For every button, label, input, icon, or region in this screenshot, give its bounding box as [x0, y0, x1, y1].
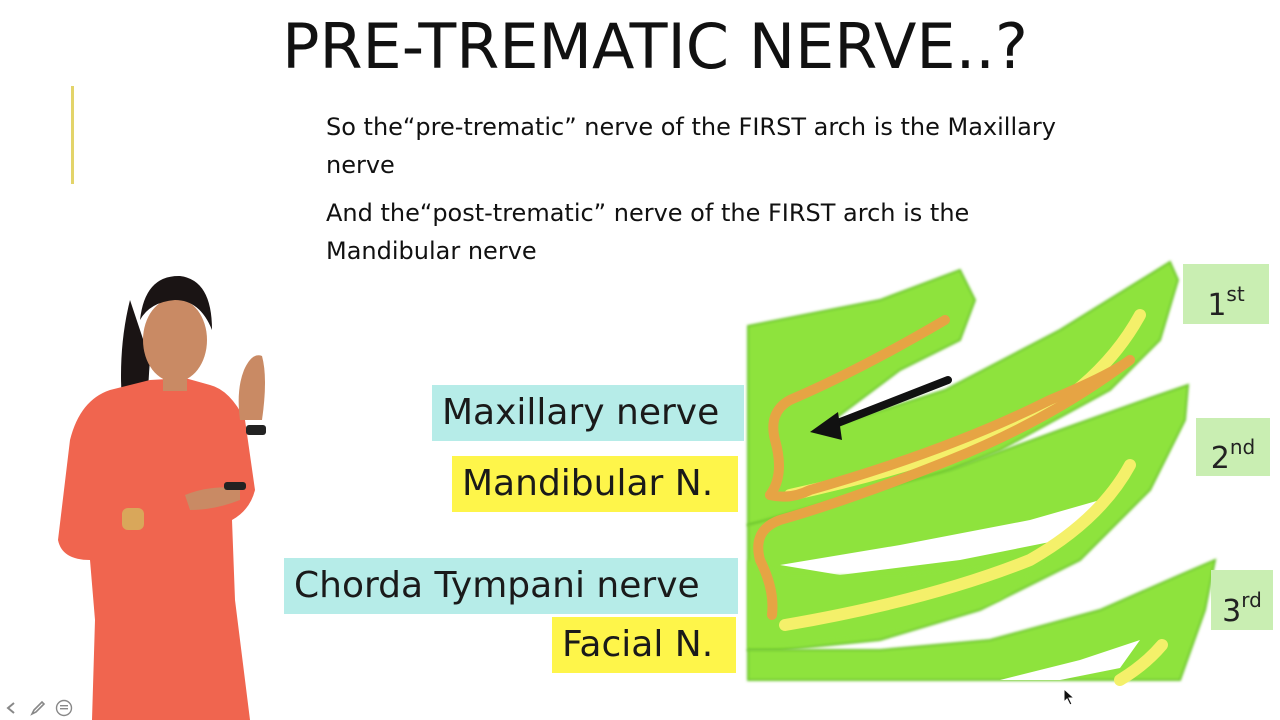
remote [224, 482, 246, 490]
neck [163, 375, 187, 391]
label-maxillary-nerve: Maxillary nerve [432, 385, 744, 441]
arch-tag-3: 3rd [1211, 570, 1273, 630]
arrow-back-icon[interactable] [2, 698, 22, 718]
bracelet [122, 508, 144, 530]
head [143, 298, 207, 382]
raised-hand [239, 355, 265, 420]
label-mandibular: Mandibular N. [452, 456, 738, 512]
menu-icon[interactable] [54, 698, 74, 718]
bullet-post-trematic: And the“post-trematic” nerve of the FIRST arch is the Mandibular nerve [326, 199, 970, 265]
label-facial: Facial N. [552, 617, 736, 673]
pen-icon[interactable] [28, 698, 48, 718]
presenter-figure [0, 0, 300, 720]
mouse-cursor-icon [1063, 688, 1077, 706]
arch-tag-2: 2nd [1196, 418, 1270, 476]
bullet-pre-trematic: So the“pre-trematic” nerve of the FIRST arch is the Maxillary nerve [326, 113, 1056, 179]
arch-tag-1: 1st [1183, 264, 1269, 324]
dress [58, 378, 255, 720]
watch [246, 425, 266, 435]
player-toolbar [0, 696, 122, 720]
label-chorda-tympani: Chorda Tympani nerve [284, 558, 738, 614]
slide-title: PRE-TREMATIC NERVE..? [282, 10, 1028, 83]
